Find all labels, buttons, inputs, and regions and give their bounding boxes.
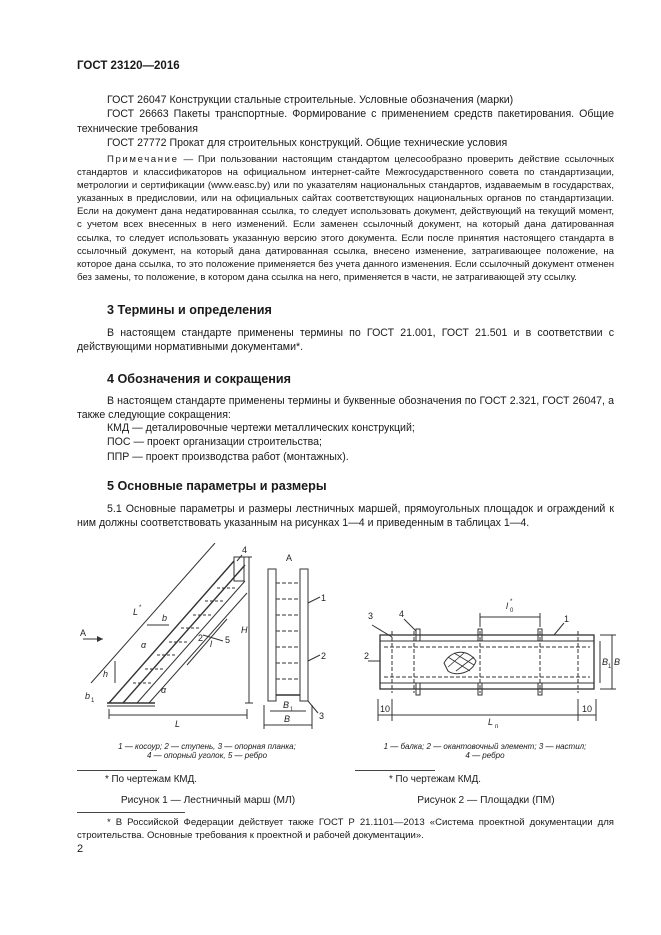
- figure-2-legend-line: 4 — ребро: [465, 751, 505, 760]
- note-paragraph: [77, 153, 614, 284]
- figure-2-footnote-rule: [355, 770, 435, 771]
- fig1-view-dim-B1-sub: 1: [290, 707, 294, 713]
- fig2-dim-B1: B: [602, 657, 609, 667]
- fig1-view-callout-1: 1: [321, 593, 327, 603]
- fig1-dim-b1: b: [85, 691, 91, 701]
- fig1-dim-h: h: [103, 669, 109, 679]
- fig1-view-dim-B: B: [284, 714, 291, 724]
- section-3-title: 3 Термины и определения: [107, 303, 272, 317]
- fig1-dim-b1-sub: 1: [91, 698, 95, 704]
- reference-item: ГОСТ 26047 Конструкции стальные строительные. Условные обозначения (марки): [107, 94, 514, 106]
- fig1-dim-L: L: [175, 719, 181, 729]
- figure-2-legend: [355, 742, 615, 760]
- fig2-dim-l0: l: [506, 601, 508, 611]
- fig1-view-callout-2: 2: [321, 651, 327, 661]
- figure-1-footnote: * По чертежам КМД.: [105, 774, 197, 785]
- fig1-callout-4: 4: [242, 545, 248, 555]
- fig1-dim-l: l: [210, 639, 212, 649]
- fig1-dim-H: H: [241, 625, 248, 635]
- fig2-dim-10-right: 10: [582, 704, 593, 714]
- figure-1-footnote-rule: [77, 770, 157, 771]
- fig1-callout-2: 2: [198, 633, 204, 643]
- fig2-dim-Lp: L: [488, 717, 494, 727]
- figure-1-legend-line: 1 — косоур; 2 — ступень, 3 — опорная планка;: [118, 742, 296, 751]
- fig2-dim-Lp-sub: п: [495, 724, 499, 730]
- figure-1-legend: [77, 742, 337, 760]
- abbreviation-item: ПОС — проект организации строительства;: [107, 436, 322, 449]
- references-list: [77, 93, 614, 151]
- page-footnote-rule: [77, 812, 185, 813]
- fig1-dim-Lstar-mark: *: [139, 605, 142, 611]
- fig2-dim-B: B: [614, 657, 620, 667]
- fig1-dim-b: b: [162, 613, 168, 623]
- figure-1-view-a-drawing: [262, 543, 328, 735]
- figure-1-title: Рисунок 1 — Лестничный марш (МЛ): [120, 795, 296, 806]
- fig2-dim-l0-star: *: [510, 599, 513, 605]
- fig2-callout-3: 3: [368, 611, 374, 621]
- figure-2-title: Рисунок 2 — Площадки (ПМ): [417, 795, 555, 806]
- section-4-text: В настоящем стандарте применены термины и буквенные обозначения по ГОСТ 2.321, ГОСТ 26047, а также следующие сокращения:: [77, 395, 614, 422]
- figure-1-legend-line: 4 — опорный уголок, 5 — ребро: [146, 751, 268, 760]
- page-number: 2: [77, 843, 84, 855]
- abbreviation-item: КМД — деталировочные чертежи металлических конструкций;: [107, 422, 415, 434]
- fig1-dim-Lstar: L: [133, 607, 139, 617]
- fig2-dim-10-left: 10: [380, 704, 391, 714]
- figure-2-legend-line: 1 — балка; 2 — окантовочный элемент; 3 — настил;: [383, 742, 587, 751]
- document-header: ГОСТ 23120—2016: [77, 60, 180, 72]
- section-4-title: 4 Обозначения и сокращения: [107, 372, 291, 386]
- reference-item: ГОСТ 26663 Пакеты транспортные. Формирование с применением средств пакетирования. Общие технические требования: [77, 108, 614, 135]
- fig1-angle-alpha-2: α: [161, 685, 167, 695]
- page-footnote: * В Российской Федерации действует также ГОСТ Р 21.1101—2013 «Система проектной документации для строительства. Основные требования к проектной и рабочей документации».: [77, 817, 614, 842]
- fig2-callout-4: 4: [399, 609, 405, 619]
- fig2-dim-B1-sub: 1: [608, 664, 612, 670]
- fig1-view-a-title: А: [286, 553, 293, 563]
- abbreviation-item: ППР — проект производства работ (монтажных).: [107, 450, 349, 463]
- fig1-arrow-a-label: А: [80, 628, 87, 638]
- fig1-view-callout-3: 3: [319, 711, 325, 721]
- section-5-title: 5 Основные параметры и размеры: [107, 479, 327, 493]
- fig2-callout-1: 1: [564, 614, 570, 624]
- section-5-text: 5.1 Основные параметры и размеры лестничных маршей, прямоугольных площадок и ограждений к ним должны соответствовать указанным на рисунках 1—4 и приведенным в таблицах 1—4.: [77, 503, 614, 530]
- fig2-dim-l0-sub: 0: [510, 608, 514, 614]
- section-3-text: В настоящем стандарте применены термины по ГОСТ 21.001, ГОСТ 21.501 и в соответствии с действующими нормативными документами*.: [77, 327, 614, 354]
- note-label: Примечание: [107, 154, 179, 165]
- figure-2-platform-drawing: [364, 593, 620, 731]
- fig1-callout-5: 5: [225, 635, 231, 645]
- fig1-view-dim-B1: B: [283, 700, 290, 710]
- abbreviation-list: [107, 421, 614, 464]
- reference-item: ГОСТ 27772 Прокат для строительных конструкций. Общие технические условия: [107, 137, 508, 150]
- note-text: — При пользовании настоящим стандартом целесообразно проверить действие ссылочных стандартов и классификаторов на официальном интернет-сайте Межгосударственного совета по стандартизации, метрологии и сертификации (www.easc.by) или по указателям национальных стандартов, издаваемым в государствах, указанных в предисловии, или на официальных сайтах соответствующих национальных органов по стандартизации. Если на документ дана недатированная ссылка, то следует использовать документ, действующий на текущий момент, с учетом всех внесенных в него изменений. Если заменен ссылочный документ, на который дана датированная ссылка, то следует использовать указанную версию этого документа. Если после принятия настоящего стандарта в ссылочный документ, на который дана датированная ссылка, внесено изменение, затрагивающее положение, на которое дана ссылка, то это положение применяется без учета данного изменения. Если ссылочный документ отменен без замены, то положение, в котором дана ссылка на него, применяется в части, не затрагивающей эту ссылку.: [77, 154, 614, 283]
- fig1-angle-alpha: α: [141, 640, 147, 650]
- figure-2-footnote: * По чертежам КМД.: [389, 774, 481, 785]
- fig2-callout-2: 2: [364, 651, 370, 661]
